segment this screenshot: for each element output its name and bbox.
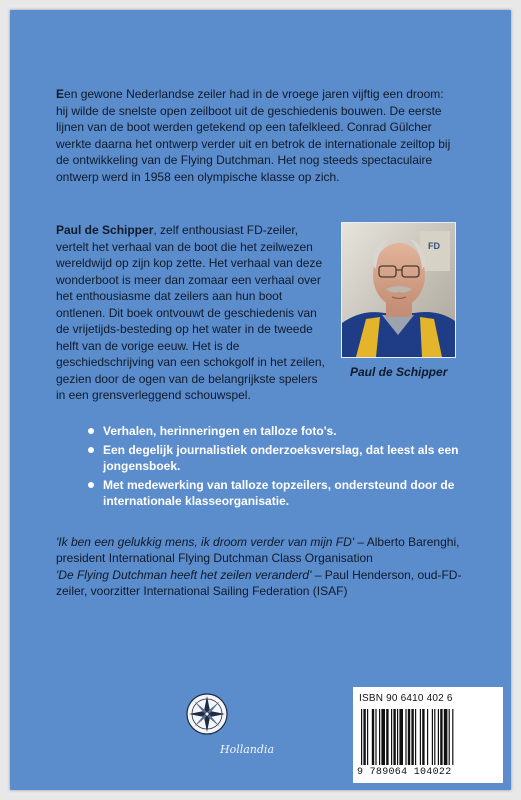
- barcode-bar: [393, 709, 395, 765]
- bullet-dot-icon: [88, 428, 94, 434]
- barcode-bar: [415, 709, 416, 765]
- barcode-bar: [427, 709, 428, 765]
- barcode-bar: [422, 709, 424, 765]
- compass-rose-icon: [185, 692, 229, 736]
- barcode-bar: [420, 709, 421, 765]
- barcode-bar: [411, 709, 413, 765]
- isbn-number: ISBN 90 6410 402 6: [359, 693, 453, 704]
- barcode-bar: [391, 709, 392, 765]
- author-photo: [341, 222, 456, 358]
- barcode-bar: [379, 709, 380, 765]
- barcode-bar: [386, 709, 388, 765]
- quote-2: 'De Flying Dutchman heeft het zeilen veranderd': [56, 567, 312, 582]
- bullet-dot-icon: [88, 482, 94, 488]
- barcode-icon: [361, 709, 495, 765]
- publisher-logo: [185, 692, 275, 772]
- barcode-bar: [438, 709, 439, 765]
- publisher-name: Hollandia: [220, 743, 275, 756]
- quote-2-attribution: – Paul Henderson, oud-FD-zeiler, voorzitter International Sailing Federation (ISAF): [56, 567, 462, 598]
- quote-1-attribution: – Alberto Barenghi, president International Flying Dutchman Class Organisation: [56, 535, 460, 566]
- barcode-bar: [452, 709, 453, 765]
- barcode-bar: [405, 709, 406, 765]
- barcode-bar: [434, 709, 435, 765]
- barcode-bar: [361, 709, 362, 765]
- author-description: , zelf enthousiast FD-zeiler, vertelt het verhaal van de boot die het zeilwezen wereldwijd op zijn kop zette. Het verhaal van deze wonderboot is meer dan zomaar een verhaal over het enthousiasme dat zeilers aan hun boot ontlenen. Dit boek ontvouwt de geschiedenis van de vrijetijds-besteding op het water in de tweede helft van de vorige eeuw. Het is de geschiedschrijving van een schokgolf in het zeilen, gezien door de ogen van de belangrijkste spelers in een grensverleggend schouwspel.: [56, 223, 325, 402]
- bullet-list: [88, 423, 488, 512]
- barcode-bar: [363, 709, 365, 765]
- barcode-digits: 9 789064 104022: [357, 767, 452, 778]
- bullet-item: [88, 442, 488, 474]
- barcode-bar: [397, 709, 398, 765]
- barcode-bar: [444, 709, 448, 765]
- barcode-bar: [432, 709, 433, 765]
- photo-caption: Paul de Schipper: [350, 365, 448, 379]
- author-name: Paul de Schipper: [56, 223, 154, 237]
- book-back-cover: [10, 10, 511, 790]
- barcode-bar: [372, 709, 374, 765]
- bullet-text: Met medewerking van talloze topzeilers, ondersteund door de internationale klasseorganisatie.: [103, 478, 455, 508]
- barcode-bar: [399, 709, 403, 765]
- barcode-bar: [408, 709, 410, 765]
- quote-1: 'Ik ben een gelukkig mens, ik droom verder van mijn FD': [56, 535, 355, 549]
- quotes-block: [56, 534, 476, 599]
- intro-text: en gewone Nederlandse zeiler had in de vroege jaren vijftig een droom: hij wilde de snelste open zeilboot uit de geschiedenis bouwen. De eerste lijnen van de boot werden getekend op een tafelkleed. Conrad Gülcher werkte daarna het ontwerp verder uit en betrok de internationale zeiltop bij de ontwikkeling van de Flying Dutchman. Het nog steeds spectaculaire ontwerp werd in 1958 een olympische klasse op zich.: [56, 87, 451, 184]
- barcode-bar: [367, 709, 368, 765]
- bullet-dot-icon: [88, 447, 94, 453]
- barcode-bar: [375, 709, 376, 765]
- intro-initial: E: [56, 87, 65, 101]
- barcode-bar: [381, 709, 385, 765]
- bullet-text: Een degelijk journalistiek onderzoeksverslag, dat leest als een jongensboek.: [103, 443, 459, 473]
- barcode-bar: [440, 709, 442, 765]
- intro-paragraph: [56, 86, 456, 185]
- author-portrait-image: [342, 223, 455, 357]
- bullet-text: Verhalen, herinneringen en talloze foto's.: [103, 424, 337, 438]
- sail-label: FD: [428, 241, 440, 251]
- author-paragraph: [56, 222, 326, 404]
- bullet-item: [88, 477, 488, 509]
- bullet-item: [88, 423, 488, 439]
- barcode-label: [353, 687, 503, 783]
- barcode-bar: [449, 709, 450, 765]
